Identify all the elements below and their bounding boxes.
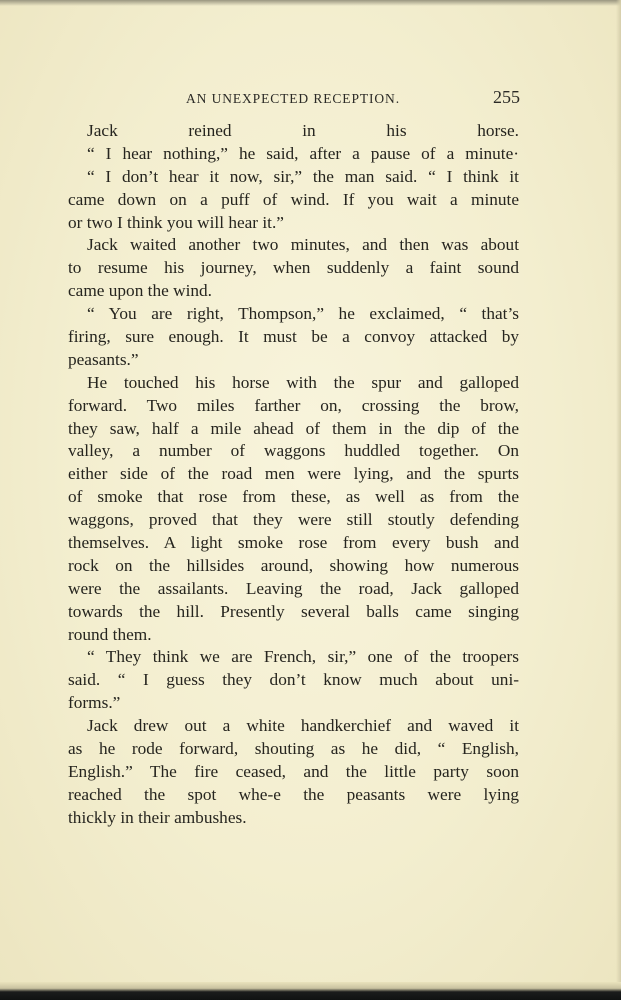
text-line: He touched his horse with the spur and galloped <box>87 372 519 392</box>
text-line: English.” The fire ceased, and the little party soon <box>68 761 519 781</box>
text-line: came down on a puff of wind. If you wait a minute <box>68 189 519 209</box>
text-line: peasants.” <box>68 349 139 369</box>
text-line: waggons, proved that they were still stoutly defending <box>68 510 519 530</box>
text-line: rock on the hillsides around, showing how numerous <box>68 555 519 575</box>
text-line: were the assailants. Leaving the road, Jack galloped <box>68 578 519 598</box>
text-line: Jack waited another two minutes, and then was about <box>87 235 519 255</box>
text-line: valley, a number of waggons huddled together. On <box>68 441 519 461</box>
text-line: forward. Two miles farther on, crossing the brow, <box>68 395 519 415</box>
scan-bottom-edge <box>0 982 621 1000</box>
text-line: forms.” <box>68 693 121 713</box>
text-line: to resume his journey, when suddenly a faint sound <box>68 258 519 278</box>
text-line: Jack drew out a white handkerchief and waved it <box>87 716 519 736</box>
text-line: Jack reined in his horse. <box>87 121 519 140</box>
body-text <box>68 120 519 830</box>
text-line: “ You are right, Thompson,” he exclaimed, “ that’s <box>87 304 519 324</box>
text-line: reached the spot whe-e the peasants were lying <box>68 784 519 804</box>
text-line: thickly in their ambushes. <box>68 807 247 827</box>
text-line: round them. <box>68 624 152 644</box>
text-line: of smoke that rose from these, as well as from the <box>68 487 519 507</box>
page-right-edge <box>616 0 621 1000</box>
text-line: “ They think we are French, sir,” one of the troopers <box>87 647 519 667</box>
text-line: either side of the road men were lying, and the spurts <box>68 464 519 484</box>
page-header <box>186 86 520 112</box>
text-line: themselves. A light smoke rose from every bush and <box>68 533 519 553</box>
text-line: as he rode forward, shouting as he did, “ English, <box>68 739 519 759</box>
text-line: towards the hill. Presently several balls came singing <box>68 601 519 621</box>
text-line: they saw, half a mile ahead of them in the dip of the <box>68 418 519 438</box>
text-line: said. “ I guess they don’t know much about uni- <box>68 670 519 690</box>
text-line: came upon the wind. <box>68 281 212 301</box>
page-top-shadow <box>0 0 621 6</box>
text-line: “ I don’t hear it now, sir,” the man said. “ I think it <box>87 166 519 186</box>
page-number: 255 <box>493 87 520 107</box>
running-head: AN UNEXPECTED RECEPTION. <box>186 91 400 106</box>
text-line: firing, sure enough. It must be a convoy attacked by <box>68 327 519 347</box>
text-line: or two I think you will hear it.” <box>68 212 284 232</box>
text-line: “ I hear nothing,” he said, after a pause of a minute· <box>87 143 519 163</box>
